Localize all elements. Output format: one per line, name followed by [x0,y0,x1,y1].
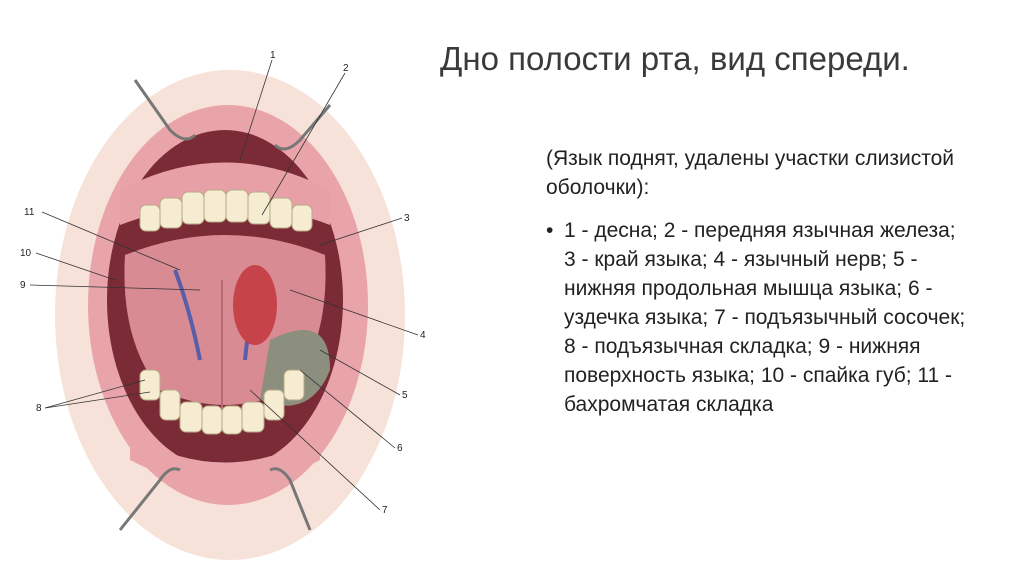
figure-label-3: 3 [404,213,410,224]
figure-label-5: 5 [402,390,408,401]
anatomy-illustration [0,40,440,570]
bullet-item [546,216,966,419]
slide-body [546,144,966,419]
figure-label-6: 6 [397,443,403,454]
mouth-anatomy-drawing [0,40,440,570]
figure-label-10: 10 [20,248,32,259]
figure-label-1: 1 [270,50,276,61]
figure-label-7: 7 [382,505,388,516]
slide-title: Дно полости рта, вид спереди. [440,40,910,77]
bullet-list [546,216,966,419]
slide-subtitle: (Язык поднят, удалены участки слизистой оболочки): [546,147,954,199]
figure-label-8: 8 [36,403,42,414]
bullet-text: 1 - десна; 2 - передняя язычная железа; 3 - край языка; 4 - язычный нерв; 5 - нижняя продольная мышца языка; 6 - уздечка языка; 7 - подъязычный сосочек; 8 - подъязычная складка; 9 - нижняя поверхность языка; 10 - спайка губ; 11 - бахромчатая складка [564,219,966,416]
figure-label-9: 9 [20,280,26,291]
figure-label-2: 2 [343,63,349,74]
bullet-dot-icon: • [546,219,554,242]
figure-label-11: 11 [24,207,35,218]
longitudinal-muscle [233,265,277,345]
figure-label-4: 4 [420,330,426,341]
